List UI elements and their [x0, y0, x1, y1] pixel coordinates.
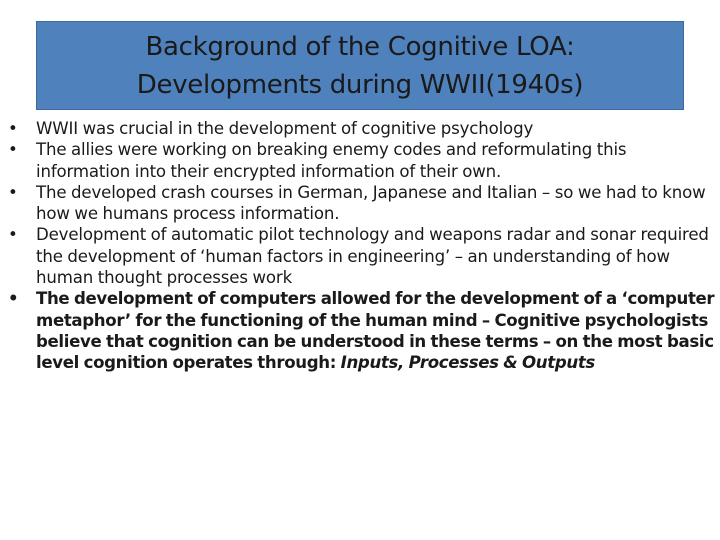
bullet-item [0, 139, 720, 182]
bullet-text: WWII was crucial in the development of cognitive psychology [36, 119, 534, 138]
bullet-text: The allies were working on breaking enemy codes and reformulating this information into their encrypted information of their own. [36, 140, 627, 181]
slide-title-box [36, 21, 684, 110]
bullet-text: Development of automatic pilot technology and weapons radar and sonar required the development of ‘human factors in engineering’ – an understanding of how human thought processes work [36, 225, 709, 288]
bullet-text: The development of computers allowed for the development of a ‘computer metaphor’ for the functioning of the human mind – Cognitive psychologists believe that cognition can be understood in these terms – on the most basic level cognition operates through: [36, 289, 715, 373]
bullet-italic-text: Inputs, Processes & Outputs [340, 353, 595, 373]
slide-title-line-1: Background of the Cognitive LOA: [145, 31, 575, 62]
bullet-item [0, 118, 720, 139]
bullet-text: The developed crash courses in German, Japanese and Italian – so we had to know how we humans process information. [36, 182, 706, 224]
bullet-item-bold [0, 288, 720, 373]
bullet-list [0, 118, 720, 374]
bullet-item [0, 224, 720, 288]
slide-title-line-2: Developments during WWII(1940s) [136, 69, 584, 100]
bullet-item [0, 182, 720, 225]
